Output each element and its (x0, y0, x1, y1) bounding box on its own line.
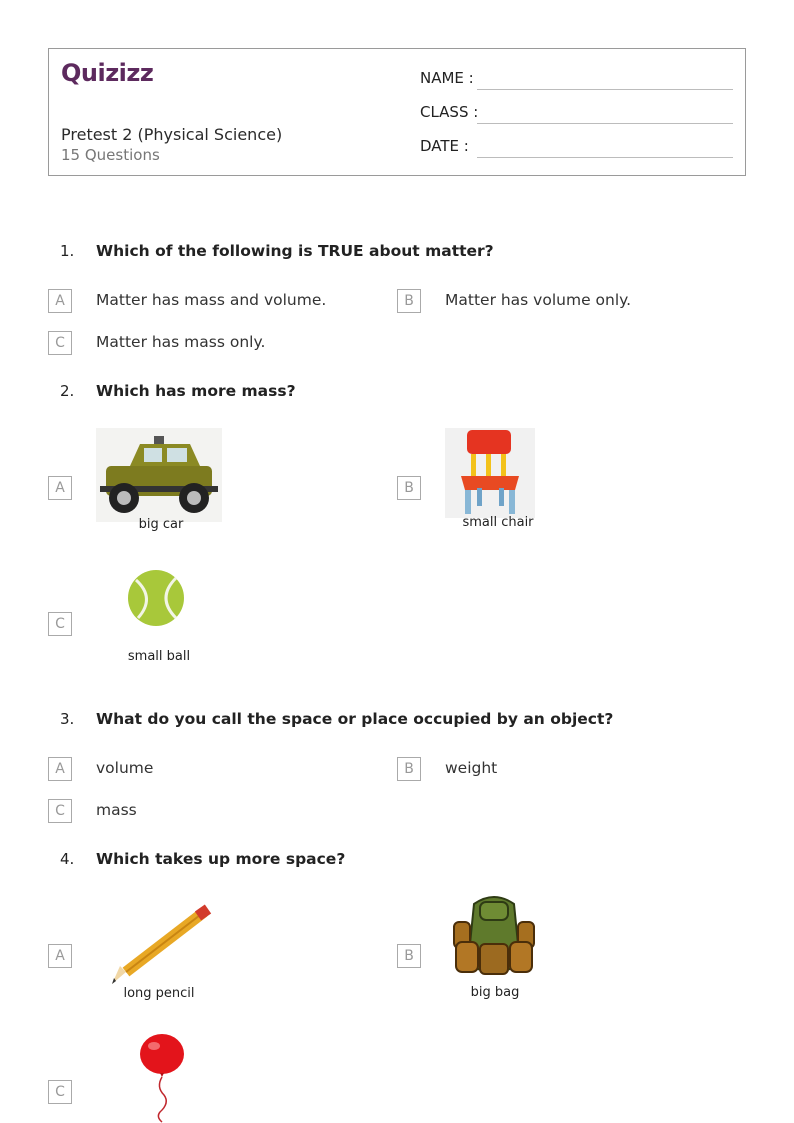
ball-image[interactable] (126, 568, 186, 628)
option-text[interactable]: weight (445, 759, 498, 777)
option-text[interactable]: mass (96, 801, 137, 819)
pencil-image[interactable] (108, 902, 212, 988)
class-label: CLASS : (420, 103, 479, 121)
option-letter-box[interactable]: B (397, 944, 421, 968)
car-image[interactable] (96, 428, 222, 522)
option-letter-box[interactable]: A (48, 476, 72, 500)
option-text[interactable]: volume (96, 759, 154, 777)
worksheet-header (48, 48, 746, 176)
option-text[interactable]: Matter has mass only. (96, 333, 266, 351)
option-letter-box[interactable]: C (48, 331, 72, 355)
option-letter-box[interactable]: C (48, 799, 72, 823)
chair-image[interactable] (445, 428, 535, 518)
name-label: NAME : (420, 69, 474, 87)
date-label: DATE : (420, 137, 469, 155)
balloon-image[interactable] (134, 1032, 194, 1123)
question-text: Which has more mass? (96, 382, 296, 400)
image-caption: big bag (470, 985, 520, 1000)
question-text: Which of the following is TRUE about matter? (96, 242, 494, 260)
question-count: 15 Questions (61, 146, 160, 164)
image-caption: small ball (127, 649, 191, 664)
question-number: 3. (60, 710, 75, 728)
question-text: What do you call the space or place occupied by an object? (96, 710, 614, 728)
image-caption: small chair (462, 515, 534, 530)
option-letter-box[interactable]: B (397, 289, 421, 313)
name-line[interactable] (477, 89, 733, 90)
option-letter-box[interactable]: A (48, 757, 72, 781)
option-letter-box[interactable]: B (397, 757, 421, 781)
quizizz-logo: Quizizz (61, 59, 154, 87)
option-letter-box[interactable]: A (48, 944, 72, 968)
image-caption: big car (138, 517, 184, 532)
worksheet-title: Pretest 2 (Physical Science) (61, 125, 283, 144)
image-caption: long pencil (123, 986, 195, 1001)
question-text: Which takes up more space? (96, 850, 346, 868)
option-text[interactable]: Matter has volume only. (445, 291, 632, 309)
question-number: 1. (60, 242, 75, 260)
option-letter-box[interactable]: C (48, 1080, 72, 1104)
option-letter-box[interactable]: B (397, 476, 421, 500)
backpack-image[interactable] (448, 894, 540, 986)
option-text[interactable]: Matter has mass and volume. (96, 291, 327, 309)
class-line[interactable] (477, 123, 733, 124)
question-number: 2. (60, 382, 75, 400)
question-number: 4. (60, 850, 75, 868)
option-letter-box[interactable]: C (48, 612, 72, 636)
option-letter-box[interactable]: A (48, 289, 72, 313)
date-line[interactable] (477, 157, 733, 158)
